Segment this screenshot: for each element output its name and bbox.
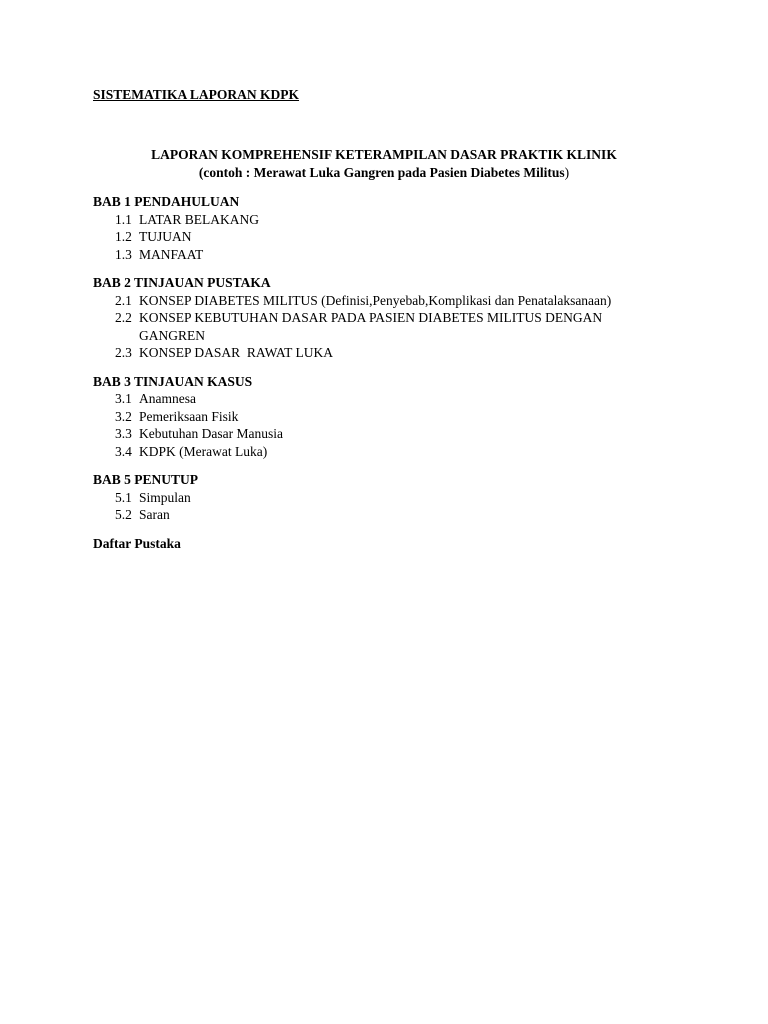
item-number: 1.1 bbox=[115, 211, 132, 227]
item-number: 2.1 bbox=[115, 292, 132, 308]
item-text: KDPK (Merawat Luka) bbox=[139, 443, 268, 459]
document-title: SISTEMATIKA LAPORAN KDPK bbox=[93, 87, 300, 102]
chapter-3 bbox=[93, 373, 653, 461]
chapter-title: BAB 2 TINJAUAN PUSTAKA bbox=[93, 275, 271, 290]
chapter-5 bbox=[93, 471, 653, 524]
item-text: LATAR BELAKANG bbox=[139, 211, 260, 227]
report-subtitle-close: ) bbox=[564, 164, 570, 180]
list-item bbox=[93, 489, 653, 507]
list-item bbox=[93, 425, 653, 443]
item-number: 5.1 bbox=[115, 489, 132, 505]
references-heading: Daftar Pustaka bbox=[93, 535, 181, 551]
item-text: Pemeriksaan Fisik bbox=[139, 408, 239, 424]
item-number: 2.2 bbox=[115, 310, 132, 325]
item-number: 1.2 bbox=[115, 229, 132, 244]
list-item bbox=[93, 246, 653, 264]
item-text: MANFAAT bbox=[139, 246, 204, 262]
item-text: KONSEP KEBUTUHAN DASAR PADA PASIEN DIABETES MILITUS DENGAN GANGREN bbox=[139, 310, 606, 343]
item-text: KONSEP DIABETES MILITUS (Definisi,Penyebab,Komplikasi dan Penatalaksanaan) bbox=[139, 292, 612, 308]
item-text: Simpulan bbox=[139, 489, 191, 505]
item-number: 3.1 bbox=[115, 391, 132, 406]
list-item bbox=[93, 292, 653, 310]
list-item bbox=[93, 228, 653, 246]
item-text: TUJUAN bbox=[139, 229, 192, 244]
list-item bbox=[93, 408, 653, 426]
list-item bbox=[93, 211, 653, 229]
item-text: Anamnesa bbox=[139, 391, 196, 406]
report-heading-block bbox=[93, 146, 675, 181]
chapter-2 bbox=[93, 274, 653, 362]
item-number: 3.4 bbox=[115, 443, 132, 459]
list-item bbox=[93, 309, 653, 344]
chapter-title: BAB 3 TINJAUAN KASUS bbox=[93, 373, 253, 389]
item-number: 3.2 bbox=[115, 408, 132, 424]
item-text: KONSEP DASAR RAWAT LUKA bbox=[139, 345, 333, 360]
list-item bbox=[93, 344, 653, 362]
item-number: 2.3 bbox=[115, 345, 132, 360]
chapter-title: BAB 1 PENDAHULUAN bbox=[93, 194, 240, 209]
item-number: 1.3 bbox=[115, 246, 132, 262]
chapter-1 bbox=[93, 193, 653, 263]
item-text: Saran bbox=[139, 507, 170, 522]
report-heading: LAPORAN KOMPREHENSIF KETERAMPILAN DASAR PRAKTIK KLINIK bbox=[151, 147, 617, 162]
chapter-title: BAB 5 PENUTUP bbox=[93, 472, 199, 487]
list-item bbox=[93, 390, 653, 408]
item-number: 5.2 bbox=[115, 507, 132, 522]
report-subtitle-text: (contoh : Merawat Luka Gangren pada Pasien Diabetes Militus bbox=[198, 164, 565, 180]
item-text: Kebutuhan Dasar Manusia bbox=[139, 426, 283, 441]
list-item bbox=[93, 506, 653, 524]
report-subtitle bbox=[93, 164, 675, 182]
item-number: 3.3 bbox=[115, 426, 132, 441]
chapter-outline bbox=[93, 193, 653, 552]
list-item bbox=[93, 443, 653, 461]
